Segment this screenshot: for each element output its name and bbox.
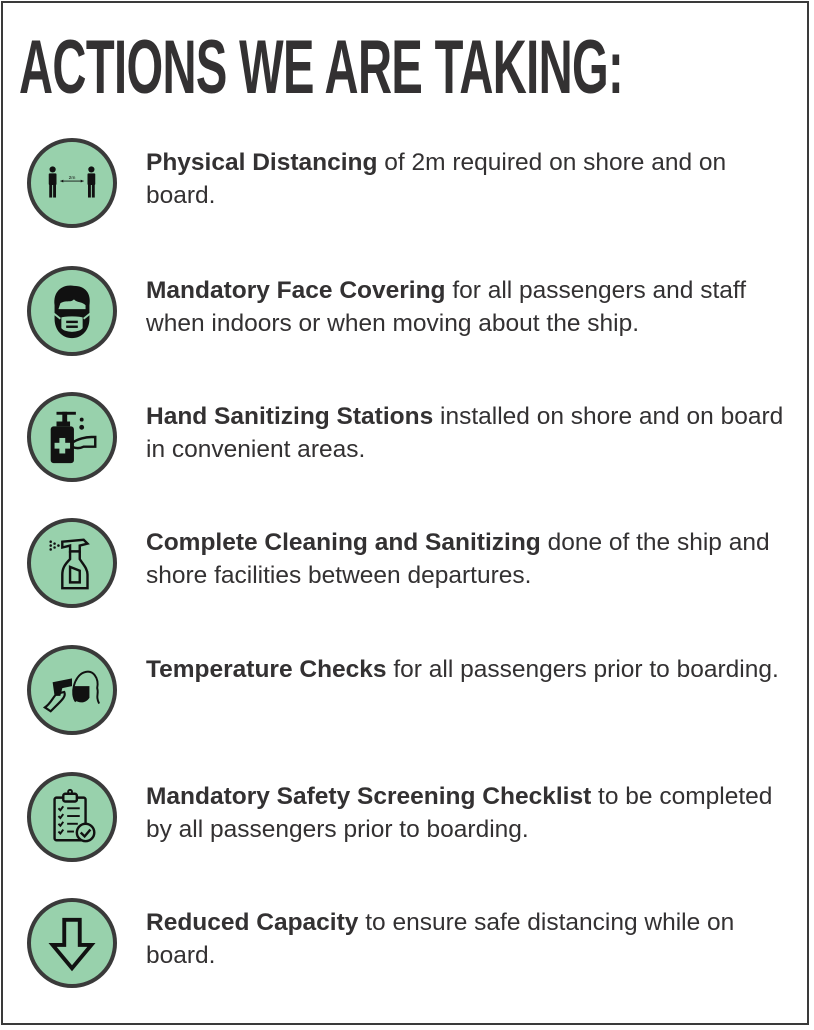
item-description: for all passengers and staff when indoors or when moving about the ship. (146, 277, 747, 337)
down-arrow-icon (27, 898, 117, 988)
spray-bottle-icon (27, 518, 117, 608)
item-text (146, 653, 796, 686)
item-description: of 2m required on shore and on board. (146, 149, 727, 209)
list-item-temperature (0, 645, 808, 741)
item-text (146, 146, 796, 212)
list-item-hand-sanitizing (0, 392, 808, 488)
thermometer-check-icon (27, 645, 117, 735)
item-heading: Physical Distancing (146, 149, 378, 176)
page-title: ACTIONS WE ARE TAKING: (19, 25, 624, 110)
hand-sanitizer-icon (27, 392, 117, 482)
item-text (146, 780, 796, 846)
item-text (146, 526, 796, 592)
item-heading: Complete Cleaning and Sanitizing (146, 529, 541, 556)
item-heading: Temperature Checks (146, 656, 387, 683)
item-heading: Mandatory Safety Screening Checklist (146, 783, 592, 810)
item-heading: Reduced Capacity (146, 909, 359, 936)
item-description: installed on shore and on board in convenient areas. (146, 403, 784, 463)
list-item-reduced-capacity (0, 898, 808, 994)
list-item-face-covering (0, 266, 808, 362)
physical-distancing-icon (27, 138, 117, 228)
checklist-icon (27, 772, 117, 862)
item-heading: Hand Sanitizing Stations (146, 403, 434, 430)
item-description: done of the ship and shore facilities between departures. (146, 529, 770, 589)
list-item-screening-checklist (0, 772, 808, 868)
item-text (146, 400, 796, 466)
face-mask-icon (27, 266, 117, 356)
distance-label: 2m (68, 176, 76, 182)
list-item-cleaning (0, 518, 808, 614)
item-text (146, 274, 796, 340)
item-description: to be completed by all passengers prior to boarding. (146, 783, 773, 843)
item-text (146, 906, 796, 972)
item-description: for all passengers prior to boarding. (386, 656, 779, 683)
item-heading: Mandatory Face Covering (146, 277, 446, 304)
item-description: to ensure safe distancing while on board. (146, 909, 735, 969)
list-item-physical-distancing (0, 138, 808, 234)
